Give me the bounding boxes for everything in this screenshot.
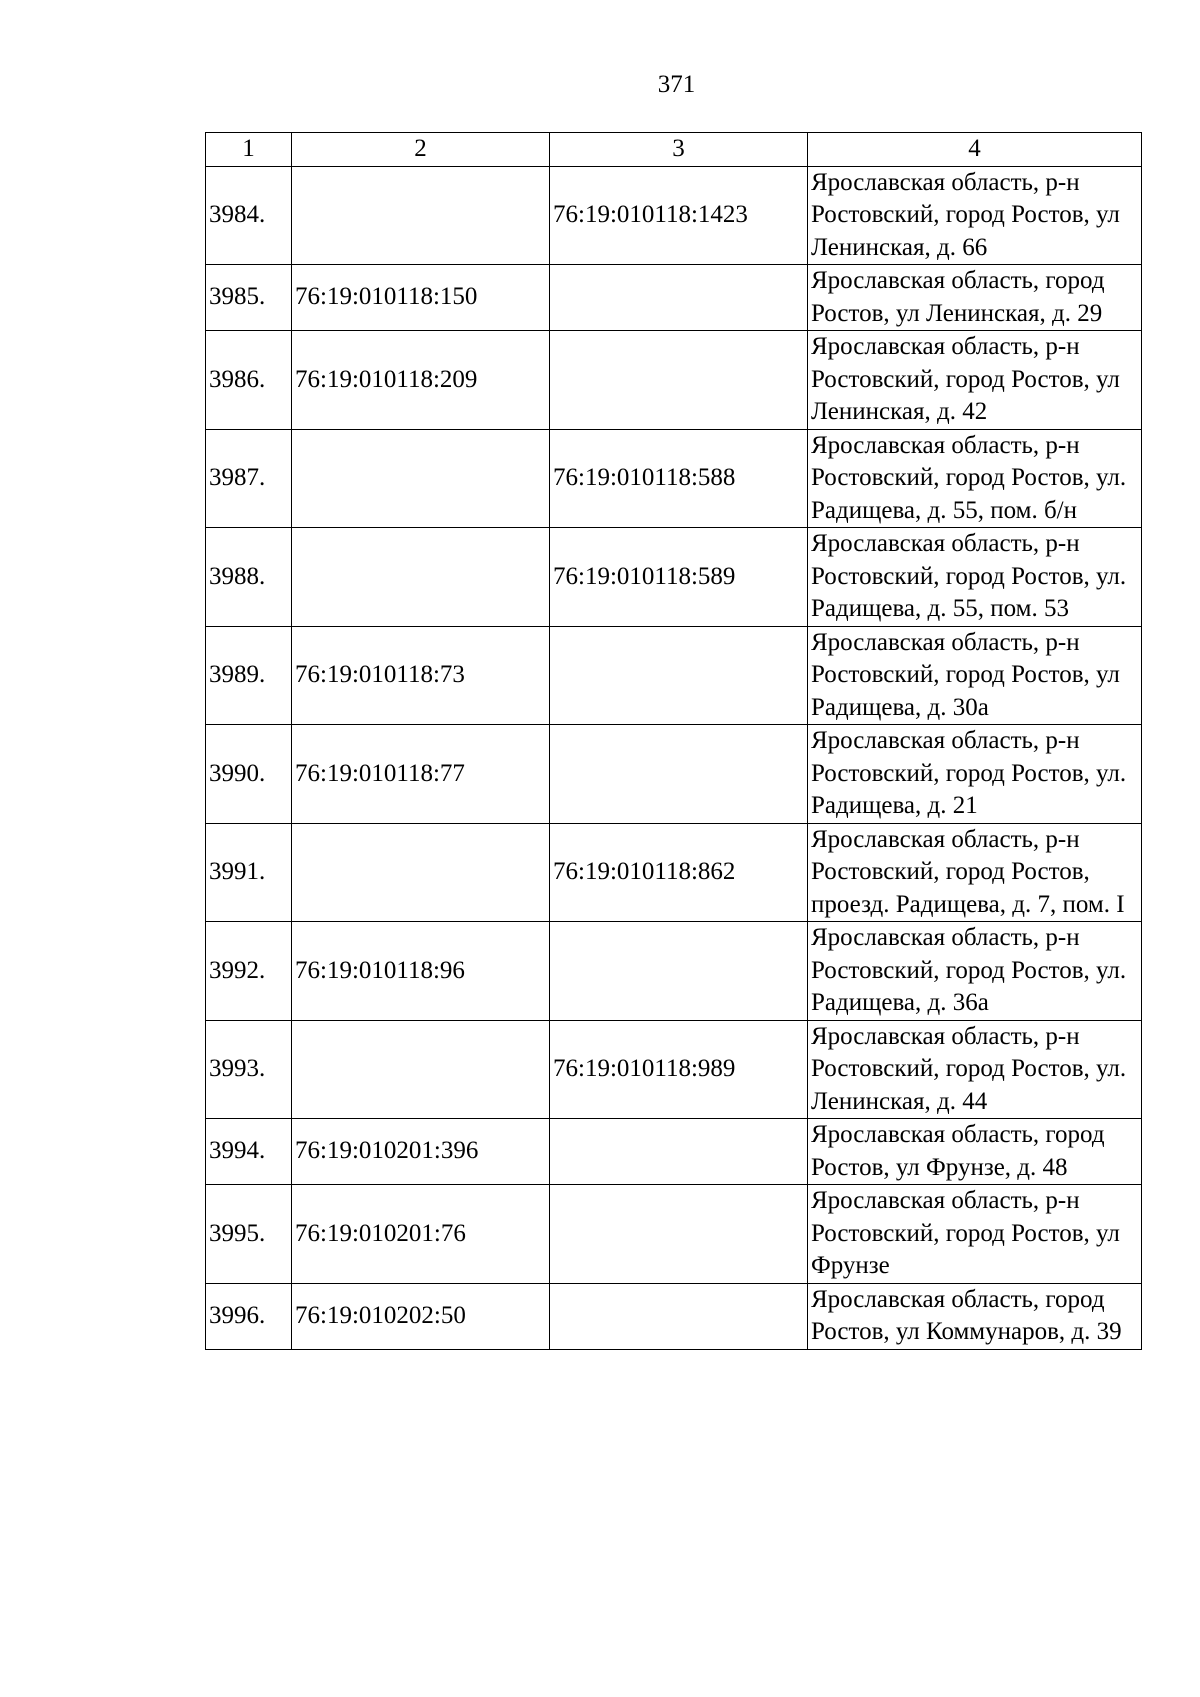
address-cell: Ярославская область, р-н Ростовский, город Ростов, ул Радищева, д. 30а	[808, 626, 1142, 725]
table-row	[206, 1119, 1142, 1185]
cadastral-number-cell: 76:19:010201:396	[292, 1119, 550, 1185]
table-row	[206, 528, 1142, 627]
cadastral-number-cell	[550, 1119, 808, 1185]
cadastral-number-cell	[550, 725, 808, 824]
row-number-cell: 3989.	[206, 626, 292, 725]
row-number-cell: 3986.	[206, 331, 292, 430]
row-number-cell: 3988.	[206, 528, 292, 627]
row-number-cell: 3996.	[206, 1283, 292, 1349]
cadastral-number-cell: 76:19:010118:73	[292, 626, 550, 725]
cadastral-number-cell	[550, 1185, 808, 1284]
cadastral-number-cell	[292, 166, 550, 265]
cadastral-number-cell: 76:19:010118:209	[292, 331, 550, 430]
row-number-cell: 3994.	[206, 1119, 292, 1185]
table-row	[206, 166, 1142, 265]
row-number-cell: 3987.	[206, 429, 292, 528]
row-number-cell: 3984.	[206, 166, 292, 265]
address-cell: Ярославская область, р-н Ростовский, город Ростов, ул Фрунзе	[808, 1185, 1142, 1284]
cadastral-number-cell	[550, 331, 808, 430]
table-row	[206, 429, 1142, 528]
registry-table	[205, 132, 1142, 1350]
cadastral-number-cell: 76:19:010201:76	[292, 1185, 550, 1284]
cadastral-number-cell: 76:19:010118:989	[550, 1020, 808, 1119]
cadastral-number-cell: 76:19:010118:588	[550, 429, 808, 528]
table-row	[206, 331, 1142, 430]
row-number-cell: 3992.	[206, 922, 292, 1021]
cadastral-number-cell: 76:19:010118:589	[550, 528, 808, 627]
address-cell: Ярославская область, р-н Ростовский, город Ростов, ул. Радищева, д. 21	[808, 725, 1142, 824]
cadastral-number-cell	[550, 265, 808, 331]
cadastral-number-cell: 76:19:010118:862	[550, 823, 808, 922]
cadastral-number-cell: 76:19:010118:150	[292, 265, 550, 331]
row-number-cell: 3990.	[206, 725, 292, 824]
table-row	[206, 922, 1142, 1021]
cadastral-number-cell: 76:19:010202:50	[292, 1283, 550, 1349]
address-cell: Ярославская область, р-н Ростовский, город Ростов, ул. Радищева, д. 55, пом. б/н	[808, 429, 1142, 528]
address-cell: Ярославская область, р-н Ростовский, город Ростов, ул. Радищева, д. 55, пом. 53	[808, 528, 1142, 627]
cadastral-number-cell	[292, 528, 550, 627]
cadastral-number-cell: 76:19:010118:96	[292, 922, 550, 1021]
row-number-cell: 3991.	[206, 823, 292, 922]
table-row	[206, 626, 1142, 725]
cadastral-number-cell	[550, 626, 808, 725]
table-row	[206, 265, 1142, 331]
cadastral-number-cell: 76:19:010118:77	[292, 725, 550, 824]
table-row	[206, 1020, 1142, 1119]
table-row	[206, 725, 1142, 824]
column-header: 3	[550, 133, 808, 167]
column-header: 1	[206, 133, 292, 167]
row-number-cell: 3995.	[206, 1185, 292, 1284]
column-header: 2	[292, 133, 550, 167]
page-number: 371	[657, 71, 696, 98]
cadastral-number-cell	[292, 429, 550, 528]
table-row	[206, 1283, 1142, 1349]
row-number-cell: 3985.	[206, 265, 292, 331]
row-number-cell: 3993.	[206, 1020, 292, 1119]
table-row	[206, 823, 1142, 922]
cadastral-number-cell	[550, 1283, 808, 1349]
address-cell: Ярославская область, р-н Ростовский, город Ростов, ул. Радищева, д. 36а	[808, 922, 1142, 1021]
table-row	[206, 1185, 1142, 1284]
cadastral-number-cell	[550, 922, 808, 1021]
cadastral-number-cell	[292, 1020, 550, 1119]
address-cell: Ярославская область, город Ростов, ул Коммунаров, д. 39	[808, 1283, 1142, 1349]
address-cell: Ярославская область, р-н Ростовский, город Ростов, проезд. Радищева, д. 7, пом. I	[808, 823, 1142, 922]
address-cell: Ярославская область, р-н Ростовский, город Ростов, ул. Ленинская, д. 44	[808, 1020, 1142, 1119]
cadastral-number-cell: 76:19:010118:1423	[550, 166, 808, 265]
address-cell: Ярославская область, р-н Ростовский, город Ростов, ул Ленинская, д. 66	[808, 166, 1142, 265]
column-header: 4	[808, 133, 1142, 167]
table-header-row	[206, 133, 1142, 167]
table-body	[206, 166, 1142, 1349]
address-cell: Ярославская область, р-н Ростовский, город Ростов, ул Ленинская, д. 42	[808, 331, 1142, 430]
address-cell: Ярославская область, город Ростов, ул Ленинская, д. 29	[808, 265, 1142, 331]
address-cell: Ярославская область, город Ростов, ул Фрунзе, д. 48	[808, 1119, 1142, 1185]
cadastral-number-cell	[292, 823, 550, 922]
